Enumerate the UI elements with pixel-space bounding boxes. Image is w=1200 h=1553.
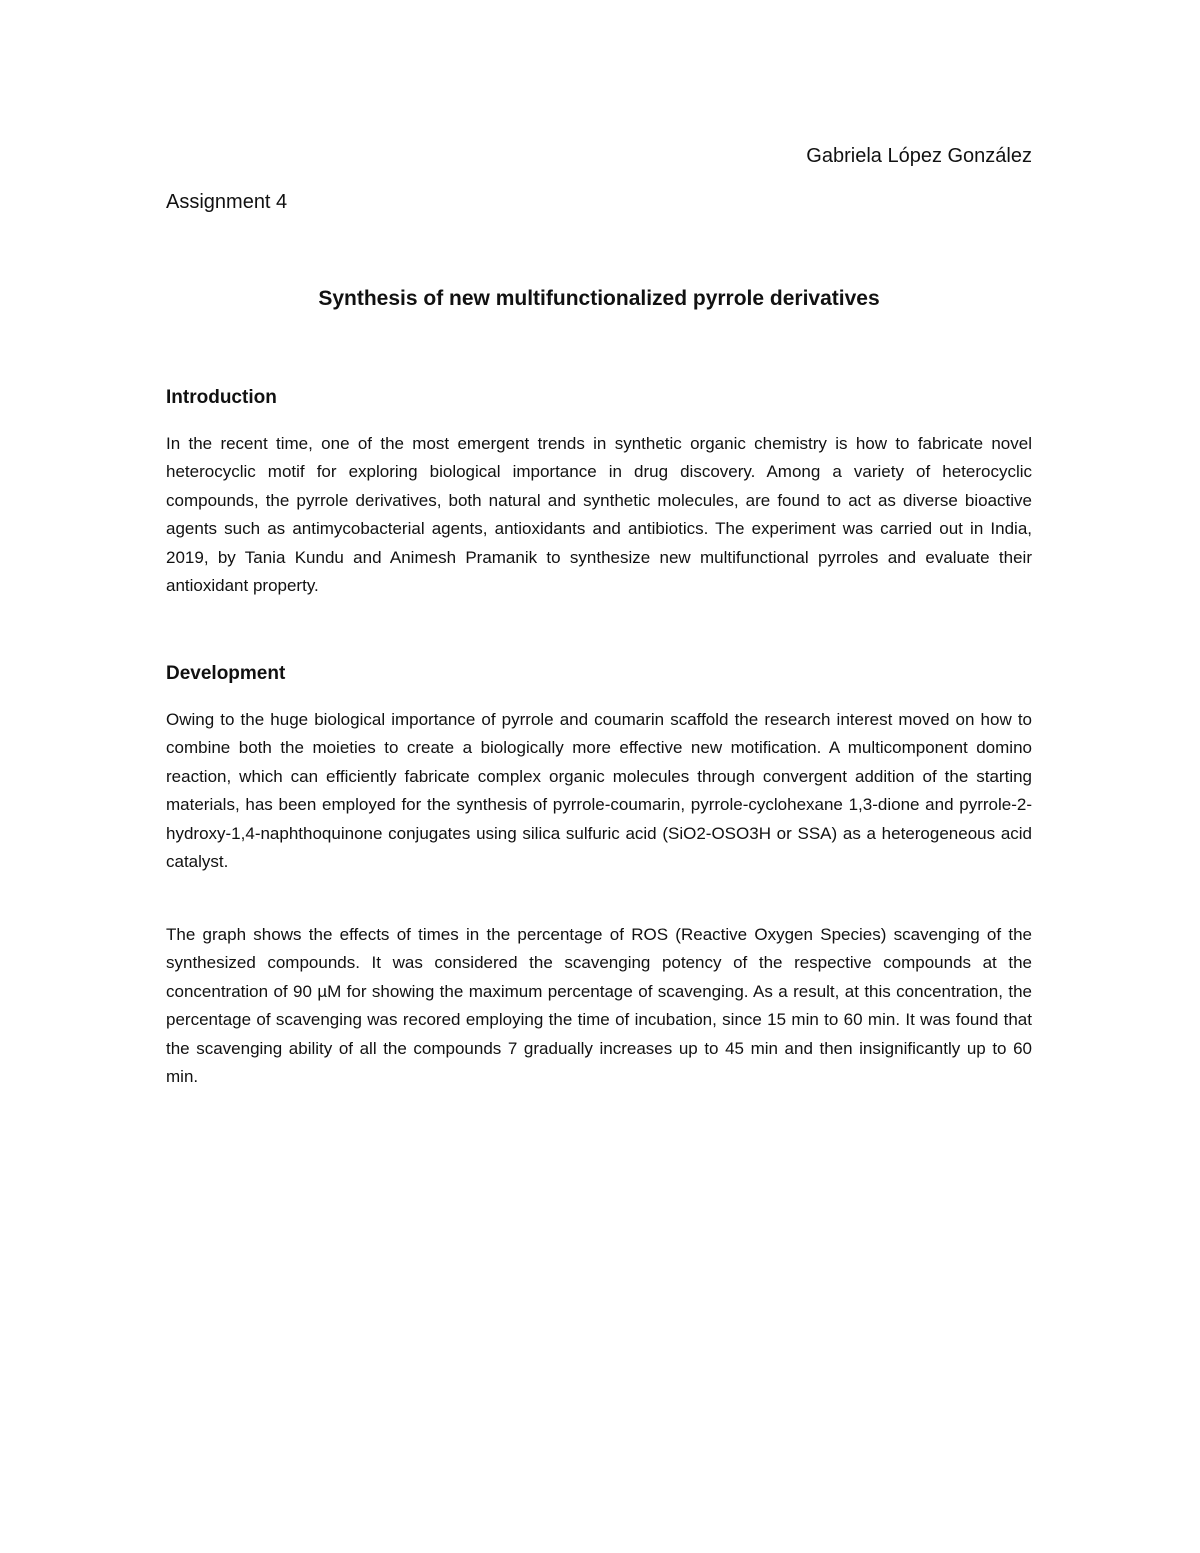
section-heading-introduction: Introduction — [166, 387, 277, 408]
introduction-paragraph: In the recent time, one of the most emergent trends in synthetic organic chemistry is how to fabricate novel heterocyclic motif for exploring biological importance in drug discovery. Among a variety of heterocyclic compounds, the pyrrole derivatives, both natural and synthetic molecules, are found to act as diverse bioactive agents such as antimycobacterial agents, antioxidants and antibiotics. The experiment was carried out in India, 2019, by Tania Kundu and Animesh Pramanik to synthesize new multifunctional pyrroles and evaluate their antioxidant property. — [166, 434, 1032, 596]
author-name: Gabriela López González — [806, 145, 1032, 167]
assignment-label: Assignment 4 — [166, 191, 288, 213]
section-heading-development: Development — [166, 663, 286, 684]
development-paragraph-1: Owing to the huge biological importance of pyrrole and coumarin scaffold the research interest moved on how to combine both the moieties to create a biologically more effective new motification. A multicomponent domino reaction, which can efficiently fabricate complex organic molecules through convergent addition of the starting materials, has been employed for the synthesis of pyrrole-coumarin, pyrrole-cyclohexane 1,3-dione and pyrrole-2-hydroxy-1,4-naphthoquinone conjugates using silica sulfuric acid (SiO2-OSO3H or SSA) as a heterogeneous acid catalyst. — [166, 710, 1032, 872]
development-paragraph-2: The graph shows the effects of times in the percentage of ROS (Reactive Oxygen Species) scavenging of the synthesized compounds. It was considered the scavenging potency of the respective compounds at the concentration of 90 µM for showing the maximum percentage of scavenging. As a result, at this concentration, the percentage of scavenging was recored employing the time of incubation, since 15 min to 60 min. It was found that the scavenging ability of all the compounds 7 gradually increases up to 45 min and then insignificantly up to 60 min. — [166, 925, 1032, 1087]
document-title: Synthesis of new multifunctionalized pyrrole derivatives — [318, 287, 880, 310]
